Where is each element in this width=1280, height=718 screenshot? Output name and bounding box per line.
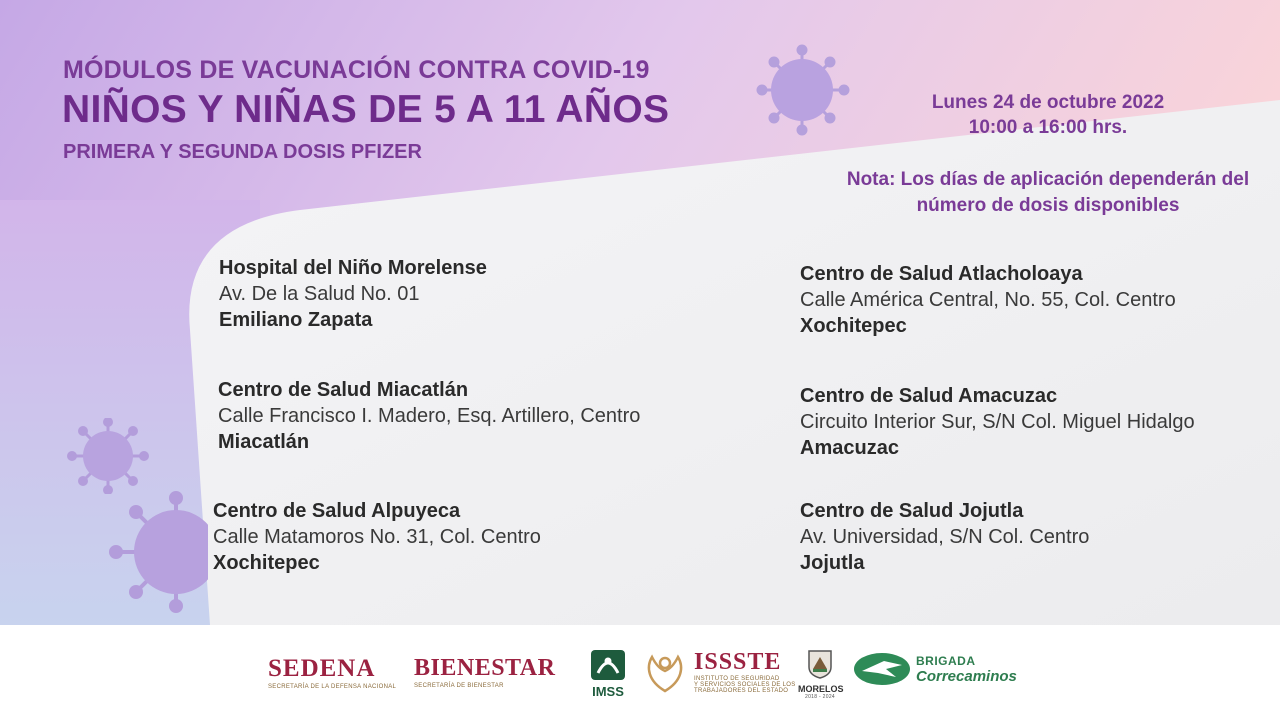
title-line-1: MÓDULOS DE VACUNACIÓN CONTRA COVID-19 <box>63 56 650 84</box>
imss-emblem-icon <box>590 649 626 681</box>
virus-icon <box>108 490 208 614</box>
morelos-logo <box>798 649 842 700</box>
location-card <box>800 261 1176 339</box>
bienestar-wordmark: BIENESTAR <box>414 655 556 681</box>
availability-note <box>812 167 1280 219</box>
roadrunner-icon <box>852 651 912 687</box>
morelos-years: 2018 - 2024 <box>805 694 835 700</box>
imss-logo <box>588 649 628 699</box>
sedena-subtitle: SECRETARÍA DE LA DEFENSA NACIONAL <box>268 684 397 690</box>
location-town: Xochitepec <box>213 552 320 574</box>
main-title: NIÑOS Y NIÑAS DE 5 A 11 AÑOS <box>62 88 670 131</box>
location-address: Av. De la Salud No. 01 <box>219 283 420 305</box>
location-town: Emiliano Zapata <box>219 309 373 331</box>
schedule-date: Lunes 24 de octubre 2022 <box>931 92 1165 113</box>
location-address: Circuito Interior Sur, S/N Col. Miguel Hidalgo <box>800 411 1195 433</box>
location-card <box>218 377 640 455</box>
bienestar-logo <box>414 655 555 689</box>
location-name: Centro de Salud Alpuyeca <box>213 500 461 522</box>
issste-subtitle-2: Y SERVICIOS SOCIALES DE LOS <box>694 682 796 688</box>
location-name: Centro de Salud Jojutla <box>800 500 1024 522</box>
location-town: Amacuzac <box>800 437 899 459</box>
issste-subtitle-1: INSTITUTO DE SEGURIDAD <box>694 676 780 682</box>
location-town: Jojutla <box>800 552 865 574</box>
footer-logos <box>0 625 1280 718</box>
brigada-wordmark: BRIGADA <box>916 654 976 668</box>
schedule-hours: 10:00 a 16:00 hrs. <box>968 117 1128 138</box>
location-card <box>213 498 541 576</box>
location-card <box>800 383 1195 461</box>
correcaminos-wordmark: Correcaminos <box>916 668 1017 685</box>
note-line-1: Nota: Los días de aplicación dependerán del <box>846 169 1250 190</box>
issste-emblem-icon <box>642 651 688 693</box>
sedena-logo <box>268 655 396 690</box>
location-name: Centro de Salud Miacatlán <box>218 379 469 401</box>
location-address: Av. Universidad, S/N Col. Centro <box>800 526 1090 548</box>
issste-wordmark: ISSSTE <box>694 649 782 675</box>
morelos-wordmark: MORELOS <box>798 684 844 694</box>
location-card <box>219 255 487 333</box>
imss-wordmark: IMSS <box>592 684 624 699</box>
location-address: Calle Matamoros No. 31, Col. Centro <box>213 526 541 548</box>
virus-icon <box>752 42 852 138</box>
location-address: Calle Francisco I. Madero, Esq. Artillero, Centro <box>218 405 641 427</box>
schedule-block <box>898 90 1198 140</box>
note-line-2: número de dosis disponibles <box>916 195 1180 216</box>
location-card <box>800 498 1089 576</box>
dose-subtitle: PRIMERA Y SEGUNDA DOSIS PFIZER <box>63 141 422 163</box>
sedena-wordmark: SEDENA <box>268 655 376 682</box>
morelos-shield-icon <box>807 649 833 679</box>
location-name: Centro de Salud Amacuzac <box>800 385 1058 407</box>
location-town: Miacatlán <box>218 431 310 453</box>
location-name: Centro de Salud Atlacholoaya <box>800 263 1083 285</box>
issste-subtitle-3: TRABAJADORES DEL ESTADO <box>694 688 789 694</box>
location-town: Xochitepec <box>800 315 907 337</box>
location-address: Calle América Central, No. 55, Col. Centro <box>800 289 1176 311</box>
bienestar-subtitle: SECRETARÍA DE BIENESTAR <box>414 683 504 689</box>
location-name: Hospital del Niño Morelense <box>219 257 487 279</box>
virus-icon <box>66 418 150 494</box>
